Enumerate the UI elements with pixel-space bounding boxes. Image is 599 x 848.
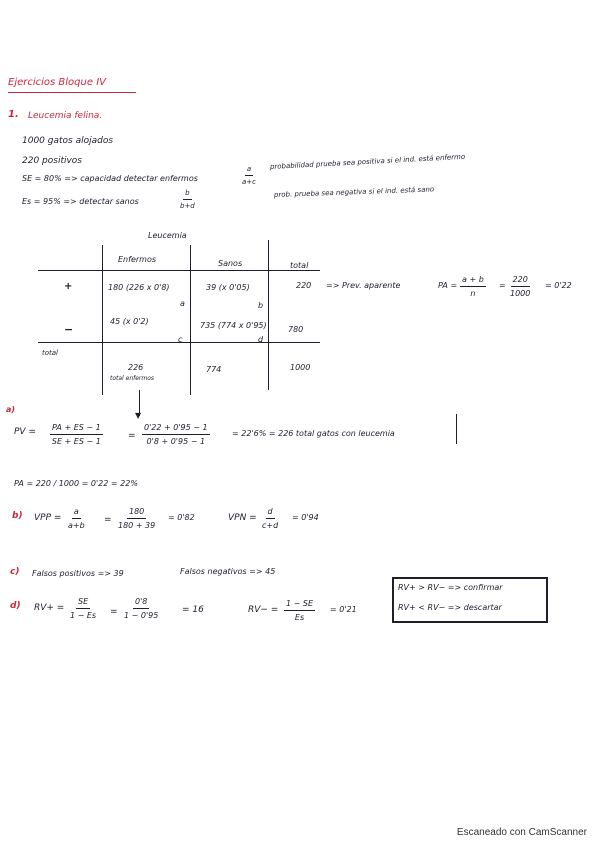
title-underline xyxy=(8,92,136,93)
table-letter-c: c xyxy=(178,335,183,344)
pv-result: = 22'6% = 226 total gatos con leucemia xyxy=(232,429,395,438)
se-fraction-den: a+c xyxy=(242,178,257,186)
table-vline-3 xyxy=(268,240,269,390)
se-description: probabilidad prueba sea positiva si el ind. está enfermo xyxy=(269,152,466,171)
rv-plus-result: = 16 xyxy=(182,605,204,615)
pv-fraction-1-num: PA + ES − 1 xyxy=(50,424,103,435)
pv-eq: = xyxy=(128,431,136,441)
pa-fraction-2-den: 1000 xyxy=(510,289,531,298)
vpp-result: = 0'82 xyxy=(168,513,195,522)
pa-lhs: PA = xyxy=(438,281,458,290)
rv-minus-fraction xyxy=(284,600,315,622)
pv-fraction-2 xyxy=(142,424,210,446)
table-total-enfermos: 226 xyxy=(128,363,144,372)
table-header-total: total xyxy=(290,261,309,270)
se-fraction-num: a xyxy=(245,166,253,176)
table-cell-c: 45 (x 0'2) xyxy=(110,317,149,326)
pa-fraction-1-num: a + b xyxy=(460,276,486,287)
problem-name: Leucemia felina. xyxy=(28,111,103,121)
es-fraction-num: b xyxy=(183,190,191,200)
pv-fraction-1 xyxy=(50,424,103,446)
rv-minus-lhs: RV− = xyxy=(248,605,279,615)
rv-rule-confirm: RV+ > RV− => confirmar xyxy=(398,583,503,592)
vpp-fraction-2-den: 180 + 39 xyxy=(118,521,156,530)
page-title: Ejercicios Bloque IV xyxy=(8,77,106,88)
rv-minus-fraction-num: 1 − SE xyxy=(284,600,315,611)
prev-aparente-note: => Prev. aparente xyxy=(326,281,401,290)
table-letter-d: d xyxy=(258,335,264,344)
pv-fraction-1-den: SE + ES − 1 xyxy=(51,437,101,446)
table-row-minus-label: − xyxy=(64,323,74,336)
vpp-fraction-1 xyxy=(68,508,85,530)
part-c-label: c) xyxy=(10,567,20,577)
rv-plus-eq: = xyxy=(110,607,118,617)
vpn-result: = 0'94 xyxy=(292,513,319,522)
vpp-fraction-2-num: 180 xyxy=(127,508,146,519)
part-a-label: a) xyxy=(6,405,16,414)
table-caption: Leucemia xyxy=(148,231,187,240)
pv-fraction-2-den: 0'8 + 0'95 − 1 xyxy=(146,437,206,446)
pv-lhs: PV = xyxy=(14,427,36,437)
table-cell-b: 39 (x 0'05) xyxy=(206,283,250,292)
rv-minus-fraction-den: Es xyxy=(294,613,305,622)
vpn-lhs: VPN = xyxy=(228,513,257,523)
scanner-watermark: Escaneado con CamScanner xyxy=(456,827,587,838)
vpp-fraction-2 xyxy=(118,508,155,530)
table-letter-a: a xyxy=(180,299,185,308)
vpp-fraction-1-den: a+b xyxy=(68,521,85,530)
pa-fraction-2-num: 220 xyxy=(511,276,530,287)
falsos-positivos: Falsos positivos => 39 xyxy=(32,569,124,578)
pa-eq: = xyxy=(499,281,506,290)
rv-plus-fraction-1 xyxy=(70,598,96,620)
part-b-label: b) xyxy=(12,511,23,521)
rv-plus-fraction-2-den: 1 − 0'95 xyxy=(124,611,159,620)
table-row-plus-label: + xyxy=(64,281,73,292)
table-vline-1 xyxy=(102,245,103,395)
rv-minus-result: = 0'21 xyxy=(330,605,357,614)
rv-rule-discard: RV+ < RV− => descartar xyxy=(398,603,502,612)
rv-plus-fraction-1-num: SE xyxy=(76,598,90,609)
table-vline-2 xyxy=(190,245,191,395)
rv-plus-fraction-2-num: 0'8 xyxy=(133,598,149,609)
vpn-fraction-den: c+d xyxy=(262,521,279,530)
table-total-enfermos-note: total enfermos xyxy=(110,375,155,382)
pa-result: = 0'22 xyxy=(545,281,572,290)
givens-line-1: 1000 gatos alojados xyxy=(22,136,114,146)
pa-fraction-2 xyxy=(510,276,530,298)
givens-line-2: 220 positivos xyxy=(22,156,82,166)
vpp-eq: = xyxy=(104,515,112,525)
table-cell-d: 735 (774 x 0'95) xyxy=(200,321,267,330)
rv-plus-lhs: RV+ = xyxy=(34,603,65,613)
falsos-negativos: Falsos negativos => 45 xyxy=(180,567,276,576)
table-total-plus: 220 xyxy=(296,281,312,290)
es-fraction xyxy=(180,190,195,210)
rv-plus-fraction-2 xyxy=(124,598,158,620)
vpp-fraction-1-num: a xyxy=(72,508,81,519)
table-row-total-label: total xyxy=(42,349,59,357)
part-d-label: d) xyxy=(10,601,21,611)
rv-plus-fraction-1-den: 1 − Es xyxy=(70,611,97,620)
es-fraction-den: b+d xyxy=(180,202,195,210)
vpn-fraction-num: d xyxy=(266,508,275,519)
es-description: prob. prueba sea negativa si el ind. está sano xyxy=(273,185,435,199)
part-a-margin-mark xyxy=(456,414,457,444)
vpn-fraction xyxy=(262,508,278,530)
se-definition: SE = 80% => capacidad detectar enfermos xyxy=(22,174,198,183)
table-letter-b: b xyxy=(258,301,264,310)
pa-line: PA = 220 / 1000 = 0'22 = 22% xyxy=(14,479,138,488)
table-header-enfermos: Enfermos xyxy=(118,255,157,264)
se-fraction xyxy=(242,166,256,186)
es-definition: Es = 95% => detectar sanos xyxy=(22,197,139,206)
table-header-line xyxy=(38,270,320,271)
vpp-lhs: VPP = xyxy=(34,513,62,523)
table-header-sanos: Sanos xyxy=(218,259,243,268)
table-cell-a: 180 (226 x 0'8) xyxy=(108,283,170,292)
table-total-n: 1000 xyxy=(290,363,311,372)
table-total-sanos: 774 xyxy=(206,365,222,374)
arrow-down-icon: ▼ xyxy=(135,411,142,420)
pv-fraction-2-num: 0'22 + 0'95 − 1 xyxy=(142,424,210,435)
problem-number: 1. xyxy=(8,109,19,120)
pa-fraction-1-den: n xyxy=(470,289,476,298)
table-total-minus: 780 xyxy=(288,325,304,334)
pa-fraction-1 xyxy=(460,276,486,298)
